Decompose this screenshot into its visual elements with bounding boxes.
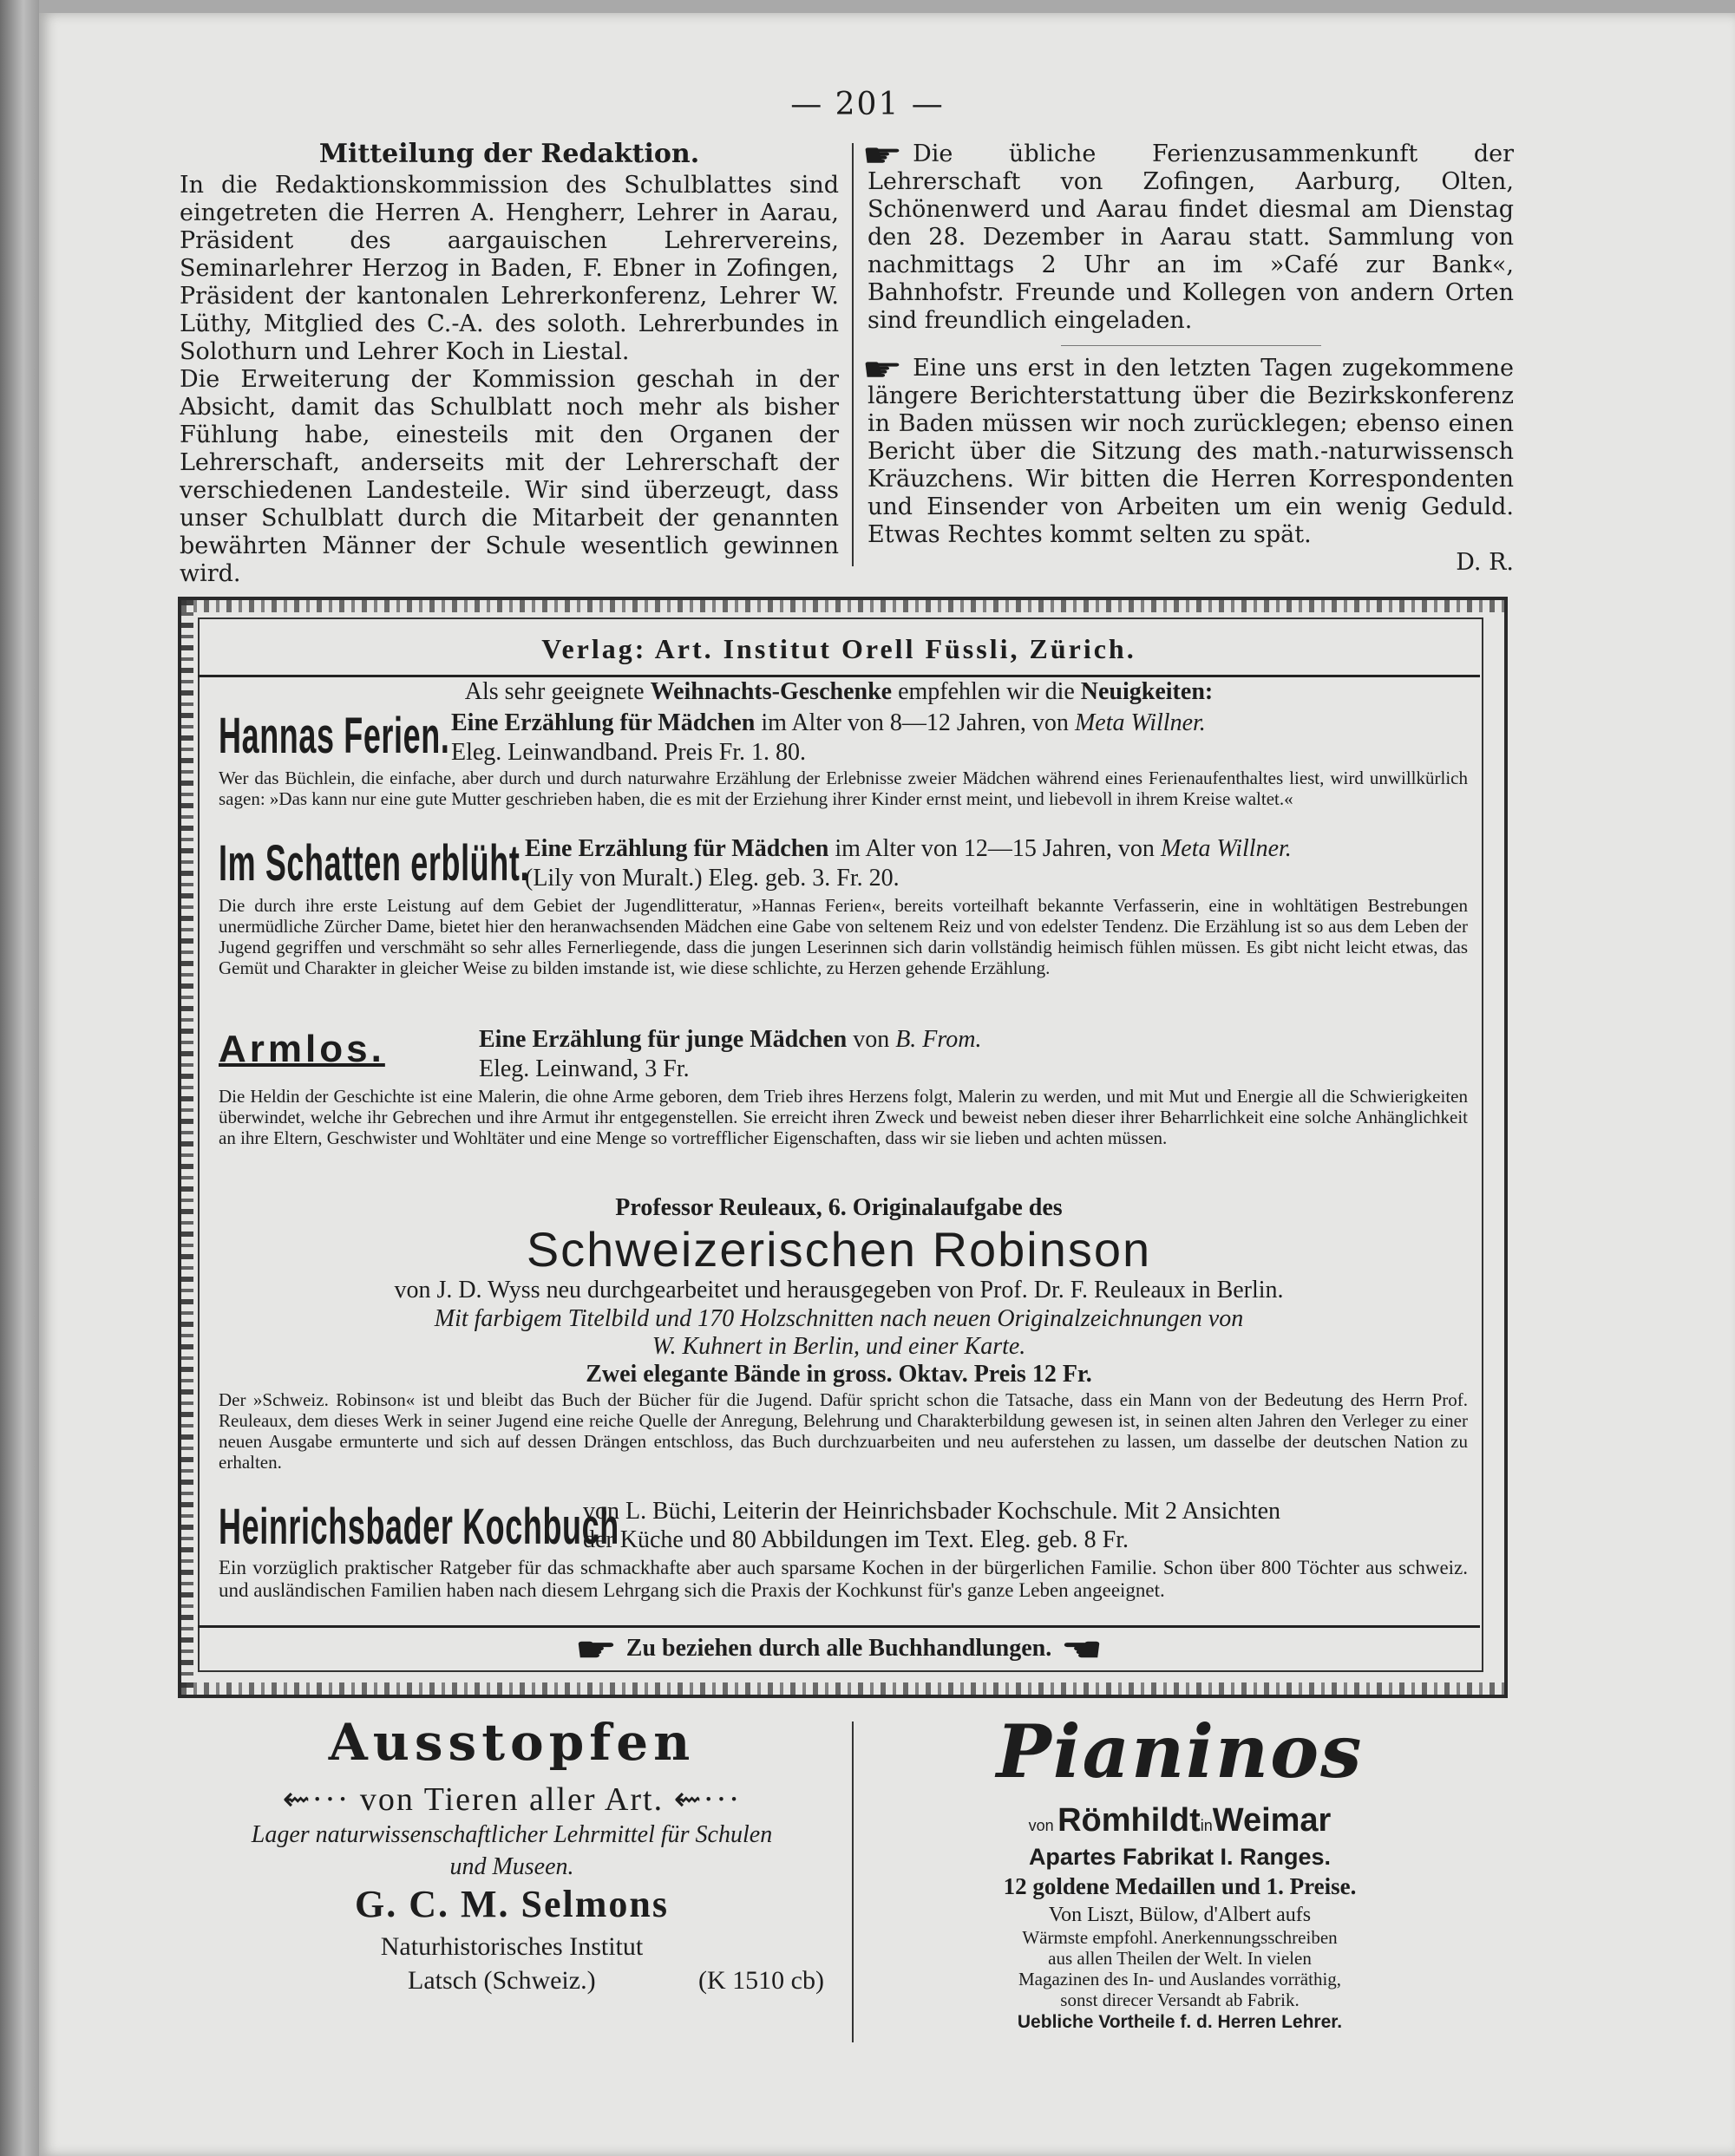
ad-pianinos-title: Pianinos (996, 1708, 1364, 1794)
book3-subtitle: Eine Erzählung für junge Mädchen von B. From. (479, 1026, 982, 1053)
right-column (861, 135, 1514, 577)
column-divider (852, 143, 854, 566)
book-title-heinrichsbader-kochbuch: Heinrichsbader Kochbuch (219, 1499, 619, 1555)
ad-pianinos-line6: Magazinen des In- und Auslandes vorräthig, (1018, 1969, 1342, 1989)
signature: D. R. (1456, 549, 1514, 576)
book2-subtitle: Eine Erzählung für Mädchen im Alter von 12—15 Jahren, von Meta Willner. (525, 835, 1292, 862)
ad-ausstopfen-line3: und Museen. (449, 1853, 574, 1880)
book-title-im-schatten-erblueht: Im Schatten erblüht. (219, 835, 530, 892)
ad-pianinos-line7: sonst direcer Versandt ab Fabrik. (1060, 1989, 1300, 2010)
pointing-hand-icon: ☛ (1061, 1631, 1103, 1669)
ad-ausstopfen-place: Latsch (Schweiz.) (408, 1966, 596, 1995)
intro-line: Als sehr geeignete Weihnachts-Geschenke empfehlen wir die Neuigkeiten: (464, 678, 1214, 705)
ad-ausstopfen-line2: Lager naturwissenschaftlicher Lehrmittel für Schulen (251, 1821, 773, 1848)
divider (198, 1625, 1480, 1628)
book2-description: Die durch ihre erste Leistung auf dem Gebiet der Jugendlitteratur, »Hannas Ferien«, bereits vorteilhaft bekannte Verfasserin, eine in wohltätigen Bestrebungen unermüdliche Zürcher Dame, bietet hier den heranwachsenden Mädchen eine Gabe von seltenem Reiz und von edelster Tendenz. Die Erzählung ist so aus dem Leben der Jugend gegriffen und verschmäht so sehr alles Fernerliegende, dass die jungen Leserinnen sich darin vollständig heimisch fühlen müssen. Es gibt nicht leicht etwas, das Gemüt und Charakter in gleicher Weise zu bilden imstande ist, wie diese schlichte, zu Herzen gehende Erzählung. (219, 895, 1468, 978)
book-title-armlos: Armlos. (219, 1028, 385, 1070)
book4-price: Zwei elegante Bände in gross. Oktav. Preis 12 Fr. (586, 1361, 1092, 1388)
book4-edition: Professor Reuleaux, 6. Originalaufgabe des (615, 1194, 1063, 1221)
ad-ausstopfen-title: Ausstopfen (328, 1713, 696, 1772)
ornament-border-right (181, 600, 193, 1695)
book-title-hannas-ferien: Hannas Ferien. (219, 708, 450, 764)
ad-pianinos-maker: von RömhildtinWeimar (1028, 1802, 1332, 1839)
pointing-hand-icon: ☛ (574, 1631, 617, 1669)
ad-pianinos-line4: Wärmste empfohl. Anerkennungsschreiben (1022, 1927, 1338, 1948)
ad-ausstopfen-code: (K 1510 cb) (698, 1966, 824, 1995)
section-heading: Mitteilung der Redaktion. (318, 139, 700, 169)
book1-price: Eleg. Leinwandband. Preis Fr. 1. 80. (451, 739, 807, 766)
book-spine (0, 0, 39, 2156)
pointing-hand-icon: ☛ (861, 350, 903, 389)
column-divider (852, 1722, 854, 2042)
ad-pianinos-line1: Apartes Fabrikat I. Ranges. (1028, 1844, 1332, 1870)
left-column (180, 140, 839, 588)
paragraph-expansion: Die Erweiterung der Kommission geschah in der Absicht, damit das Schulblatt noch mehr als bisher Fühlung habe, einesteils mit den Organen der Lehrerschaft, anderseits mit der Lehrerschaft der verschiedenen Landesteile. Wir sind überzeugt, dass unser Schulblatt durch die Mitarbeit der genannten bewährten Männer der Schule wesentlich gewinnen wird. (180, 366, 839, 587)
ad-ausstopfen-name: G. C. M. Selmons (355, 1883, 669, 1925)
ornament-border-top (181, 600, 1504, 612)
book4-line2: Mit farbigem Titelbild und 170 Holzschnitten nach neuen Originalzeichnungen von (434, 1305, 1244, 1332)
book-title-schweizerischen-robinson: Schweizerischen Robinson (526, 1222, 1152, 1277)
book3-price: Eleg. Leinwand, 3 Fr. (479, 1055, 690, 1082)
divider (198, 675, 1480, 677)
notice-berichterstattung: ☛ Eine uns erst in den letzten Tagen zugekommene längere Berichterstattung über die Bezirkskonferenz in Baden müssen wir noch zurücklegen; ebenso einen Bericht über die Sitzung des math.-naturwissensch Kräuzchens. Wir bitten die Herren Korrespondenten und Einsender von Arbeiten um ein wenig Geduld. Etwas Rechtes kommt selten zu spät. (861, 350, 1514, 548)
ad-pianinos-line2: 12 goldene Medaillen und 1. Preise. (1003, 1873, 1357, 1899)
ornament-border-bottom (181, 1682, 1504, 1695)
book1-description: Wer das Büchlein, die einfache, aber durch und durch naturwahre Erzählung der Erlebnisse zweier Mädchen während eines Ferienaufenthaltes liest, wird unwillkürlich sagen: »Das kann nur eine gute Mutter geschrieben haben, die es mit der Erziehung ihrer Kinder ernst meint, und liebevoll in ihrem Kreise waltet.« (219, 768, 1468, 809)
book5-line1: von L. Büchi, Leiterin der Heinrichsbader Kochschule. Mit 2 Ansichten (583, 1498, 1281, 1525)
advert-footer: ☛ Zu beziehen durch alle Buchhandlungen. ☛ (574, 1631, 1103, 1669)
notice-ferienzusammenkunft: ☛ Die übliche Ferienzusammenkunft der Lehrerschaft von Zofingen, Aarburg, Olten, Schönenwerd und Aarau findet diesmal am Dienstag den 28. Dezember in Aarau statt. Sammlung von nachmittags 2 Uhr an im »Café zur Bank«, Bahnhofstr. Freunde und Kollegen von andern Orten sind freundlich eingeladen. (861, 135, 1514, 334)
publisher-line: Verlag: Art. Institut Orell Füssli, Zürich. (541, 633, 1136, 664)
ad-pianinos-line8: Uebliche Vortheile f. d. Herren Lehrer. (1017, 2012, 1343, 2032)
ad-pianinos-line5: aus allen Theilen der Welt. In vielen (1048, 1948, 1312, 1969)
paragraph-commission: In die Redaktionskommission des Schulblattes sind eingetreten die Herren A. Hengherr, Lehrer in Aarau, Präsident des aargauischen Lehrervereins, Seminarlehrer Herzog in Baden, F. Ebner in Zofingen, Präsident der kantonalen Lehrerkonferenz, Lehrer W. Lüthy, Mitglied des C.-A. des soloth. Lehrerbundes in Solothurn und Lehrer Koch in Liestal. (180, 172, 839, 365)
divider (1061, 345, 1321, 346)
book1-subtitle: Eine Erzählung für Mädchen im Alter von 8—12 Jahren, von Meta Willner. (451, 709, 1206, 736)
ad-ausstopfen-line1: ⇜··· von Tieren aller Art. ⇜··· (282, 1781, 742, 1818)
book5-line2: der Küche und 80 Abbildungen im Text. Eleg. geb. 8 Fr. (583, 1526, 1129, 1553)
book3-description: Die Heldin der Geschichte ist eine Malerin, die ohne Arme geboren, dem Trieb ihres Herzens folgt, Malerin zu werden, und mit Mut und Energie all die Schwierigkeiten überwindet, welche ihr Gebrechen und ihre Armut ihr entgegenstellen. Sie erreicht ihren Zweck und beweist neben dieser ihrer Beharrlichkeit eine solche Anhänglichkeit an ihre Eltern, Geschwister und Wohltäter und eine Menge so vortrefflicher Eigenschaften, dass wir sie lieben und achten müssen. (219, 1086, 1468, 1148)
book5-description: Ein vorzüglich praktischer Ratgeber für das schmackhafte aber auch sparsame Kochen in der bürgerlichen Familie. Schon über 800 Töchter aus schweiz. und ausländischen Familien haben nach diesem Lehrgang sich die Praxis der Kochkunst für's ganze Leben angeeignet. (219, 1557, 1468, 1601)
book2-price: (Lily von Muralt.) Eleg. geb. 3. Fr. 20. (525, 865, 900, 892)
page-number: — 201 — (790, 87, 945, 122)
pointing-hand-icon: ☛ (861, 135, 903, 174)
book4-line3: W. Kuhnert in Berlin, und einer Karte. (651, 1333, 1026, 1360)
book4-description: Der »Schweiz. Robinson« ist und bleibt das Buch der Bücher für die Jugend. Dafür spricht schon die Tatsache, dass ein Mann von der Bedeutung des Herrn Prof. Reuleaux, dem dieses Werk in seiner Jugend eine reiche Quelle der Anregung, Belehrung und Charakterbildung gewesen ist, in seinen alten Jahren den Verleger zu einer neuen Ausgabe ermunterte und sich auf dessen Drängen entschloss, das Buch durchzuarbeiten und neu auferstehen zu lassen, um dasselbe der deutschen Nation zu erhalten. (219, 1389, 1468, 1473)
ad-pianinos-line3: Von Liszt, Bülow, d'Albert aufs (1048, 1904, 1312, 1926)
ad-ausstopfen-institute: Naturhistorisches Institut (380, 1932, 644, 1961)
book4-line1: von J. D. Wyss neu durchgearbeitet und herausgegeben von Prof. Dr. F. Reuleaux in Berlin. (394, 1277, 1284, 1303)
